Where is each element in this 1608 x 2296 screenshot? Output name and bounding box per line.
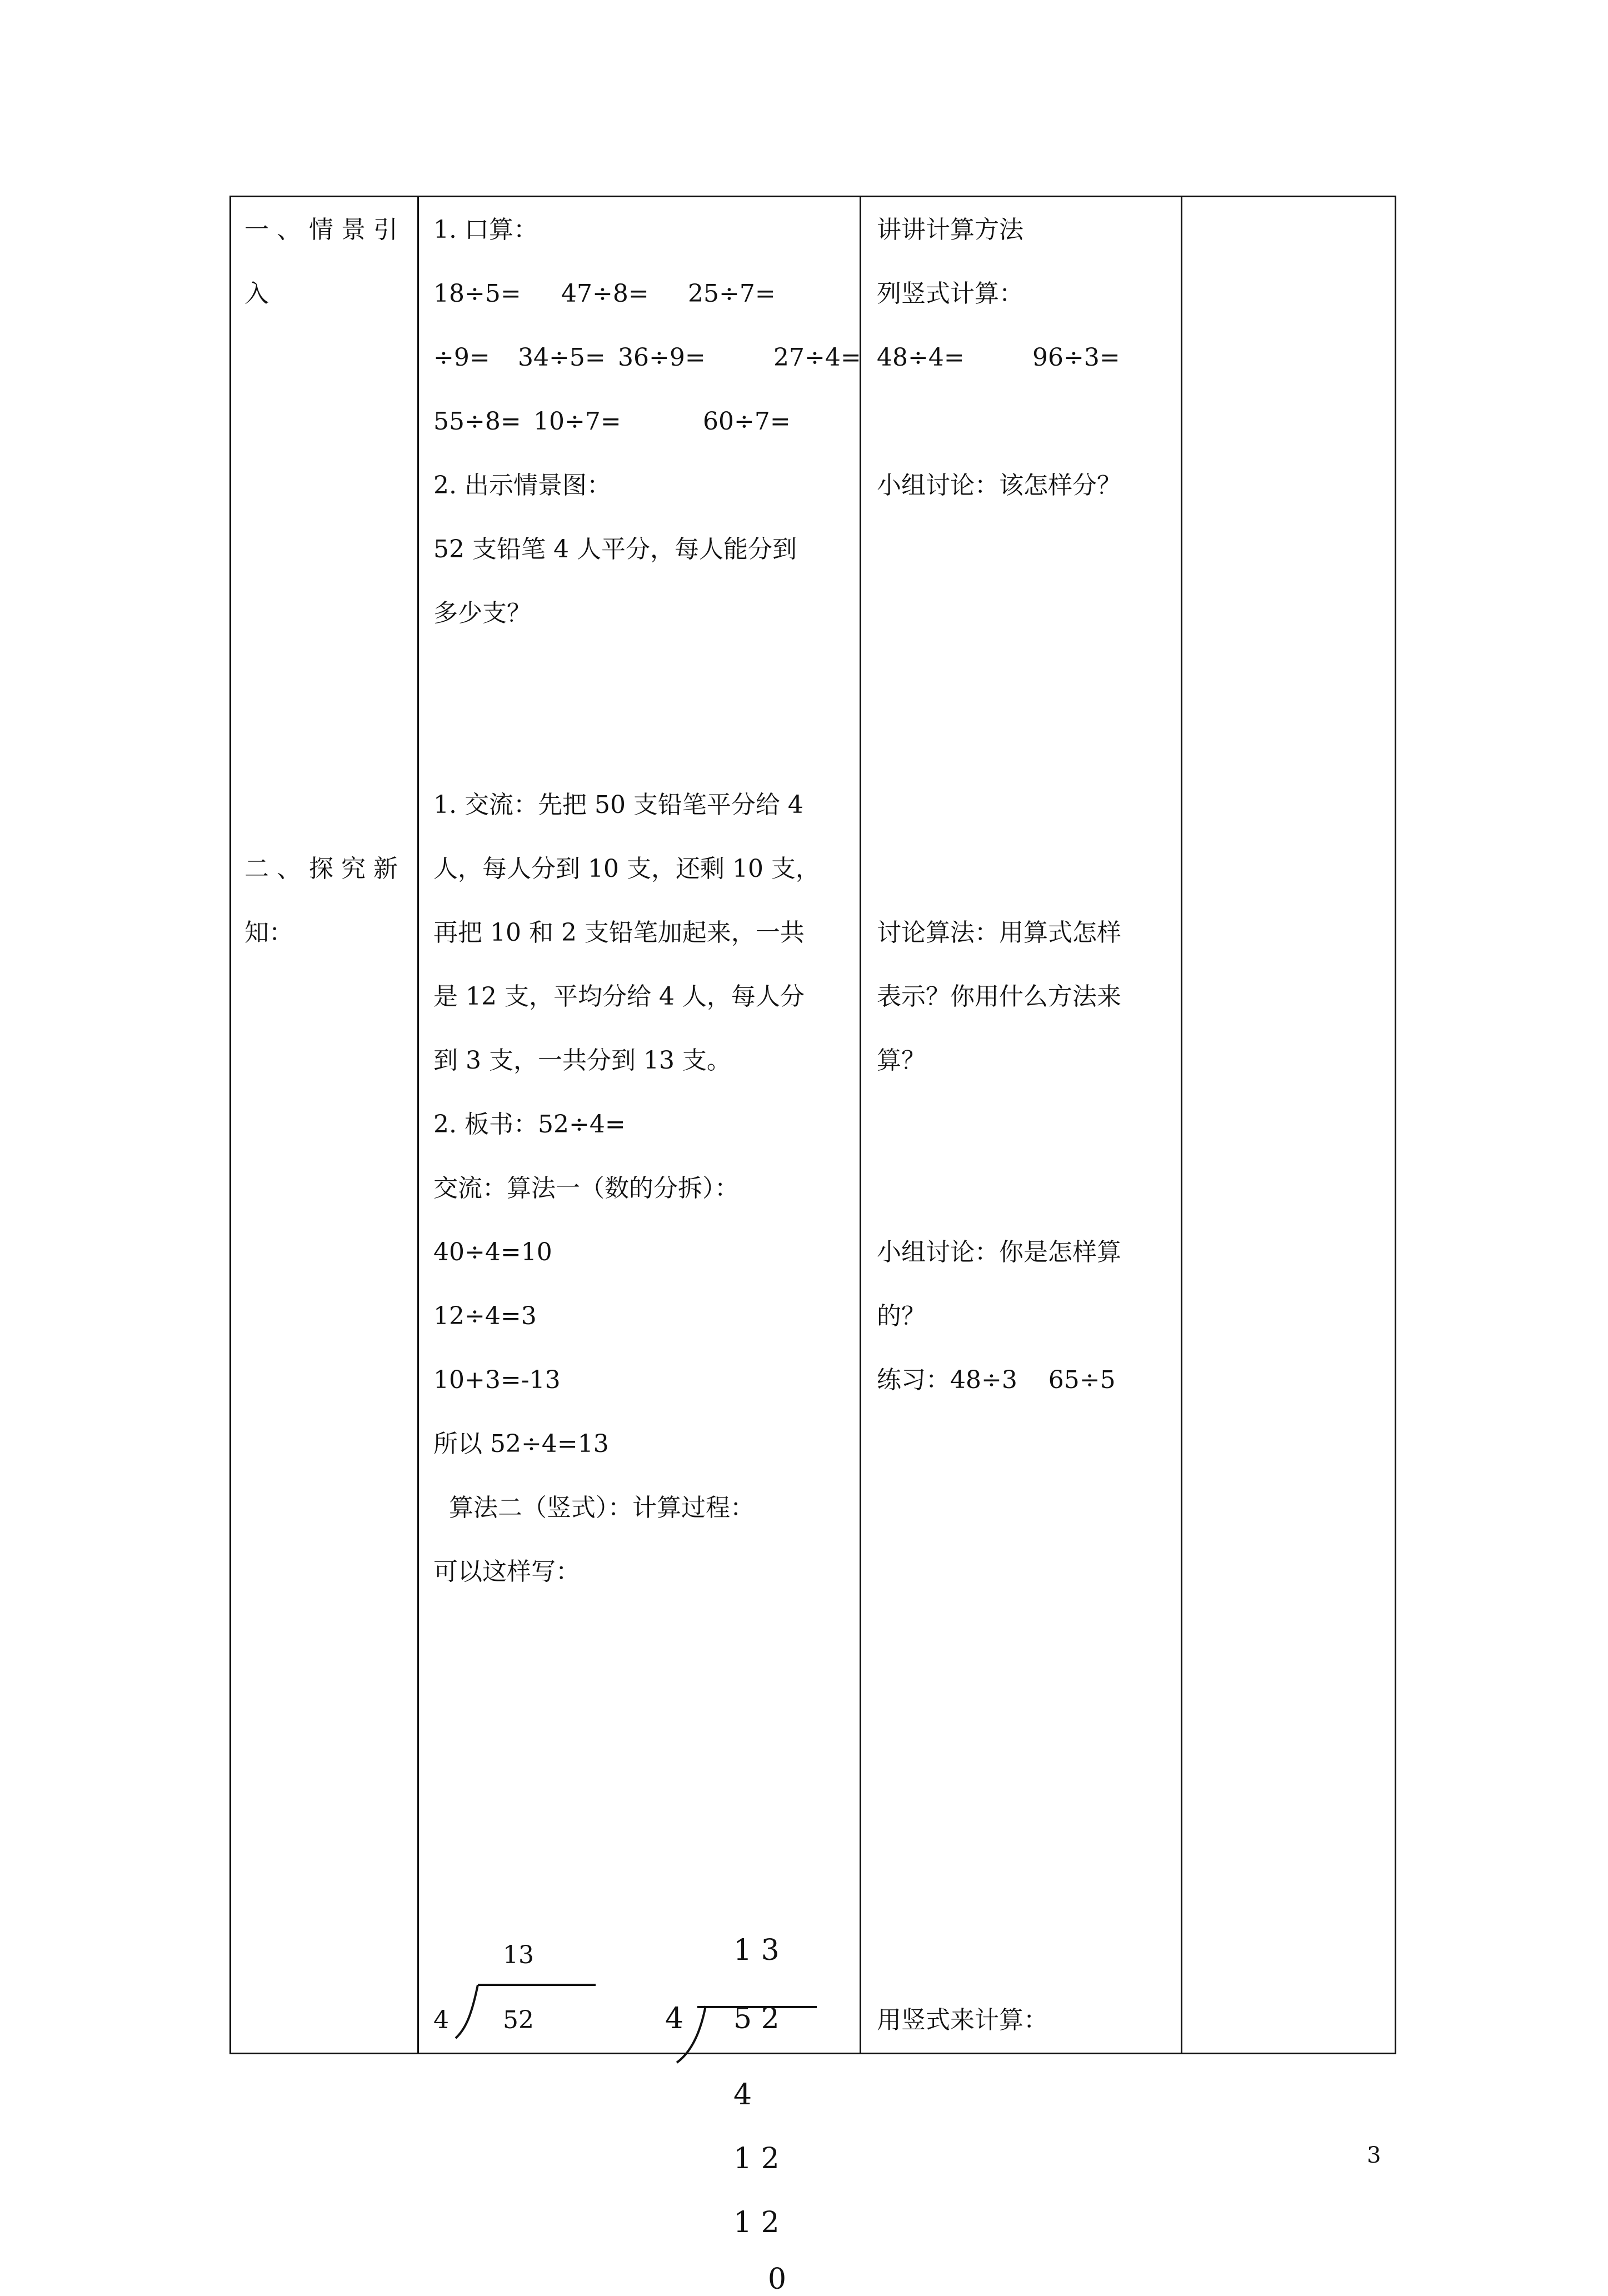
exchange-line: 人，每人分到 10 支，还剩 10 支， [433,855,820,883]
oral-calc-title: 1. 口算： [433,216,538,244]
section2-label-line2: 知： [244,919,293,947]
discuss-line: 讨论算法：用算式怎样 [877,919,1121,947]
oral-item: 36÷9= [618,343,706,372]
exercise-item: 48÷4= [877,343,965,372]
oral-item: 27÷4= [773,343,861,372]
vertical-calc-line: 用竖式来计算： [877,2006,1048,2034]
discuss-line: 表示？你用什么方法来 [877,982,1121,1011]
method2-subtitle: 可以这样写： [433,1558,580,1586]
scene-title: 2. 出示情景图： [433,471,611,500]
group-discussion-2: 的？ [877,1302,926,1330]
page-number: 3 [1367,2143,1381,2168]
board-writing: 2. 板书：52÷4= [433,1110,626,1139]
oral-item: ÷9= [433,343,490,372]
method1-step: 12÷4=3 [433,1302,537,1330]
section1-label-line2: 入 [244,279,269,308]
oral-item: 60÷7= [703,407,791,436]
problem-line: 多少支？ [433,599,531,627]
method1-title: 交流：算法一（数的分拆）： [433,1174,739,1202]
oral-item: 34÷5= [518,343,606,372]
problem-line: 52 支铅笔 4 人平分，每人能分到 [433,535,797,563]
ld-small-divisor: 4 [433,2006,449,2034]
exchange-line: 1. 交流：先把 50 支铅笔平分给 4 [433,791,803,819]
discuss-line: 算？ [877,1046,926,1075]
ld-big-step: 0 [768,2263,787,2296]
oral-item: 18÷5= [433,279,521,308]
section2-label-line1: 二、探究新 [244,855,406,883]
practice-line: 练习：48÷3 65÷5 [877,1366,1116,1394]
ld-big-step: 4 [733,2078,752,2112]
teacher-line: 列竖式计算： [877,279,1023,308]
section1-label-line1: 一、情景引 [244,216,406,244]
exchange-line: 到 3 支，一共分到 13 支。 [433,1046,731,1075]
exchange-line: 是 12 支，平均分给 4 人，每人分 [433,982,805,1011]
oral-item: 25÷7= [688,279,776,308]
group-discussion-2: 小组讨论：你是怎样算 [877,1238,1121,1266]
oral-item: 55÷8= [433,407,521,436]
teacher-line: 讲讲计算方法 [877,216,1023,244]
method1-step: 40÷4=10 [433,1238,552,1266]
ld-small-bracket [456,1985,478,2038]
method1-step: 所以 52÷4=13 [433,1430,609,1458]
ld-small-dividend: 52 [503,2006,534,2034]
method2-title: 算法二（竖式）：计算过程： [433,1494,755,1522]
method1-step: 10+3=-13 [433,1366,561,1394]
ld-big-divisor: 4 [665,2002,684,2035]
oral-item: 47÷8= [561,279,649,308]
exercise-item: 96÷3= [1032,343,1120,372]
ld-big-bracket [677,2006,706,2063]
ld-big-step: 1 2 [733,2142,780,2175]
ld-small-quotient: 13 [503,1941,534,1969]
group-discussion: 小组讨论：该怎样分？ [877,471,1121,500]
ld-big-quotient: 1 3 [733,1934,780,1967]
oral-item: 10÷7= [533,407,621,436]
ld-big-step: 1 2 [733,2206,780,2239]
exchange-line: 再把 10 和 2 支铅笔加起来，一共 [433,919,805,947]
ld-big-dividend: 5 2 [733,2002,780,2035]
